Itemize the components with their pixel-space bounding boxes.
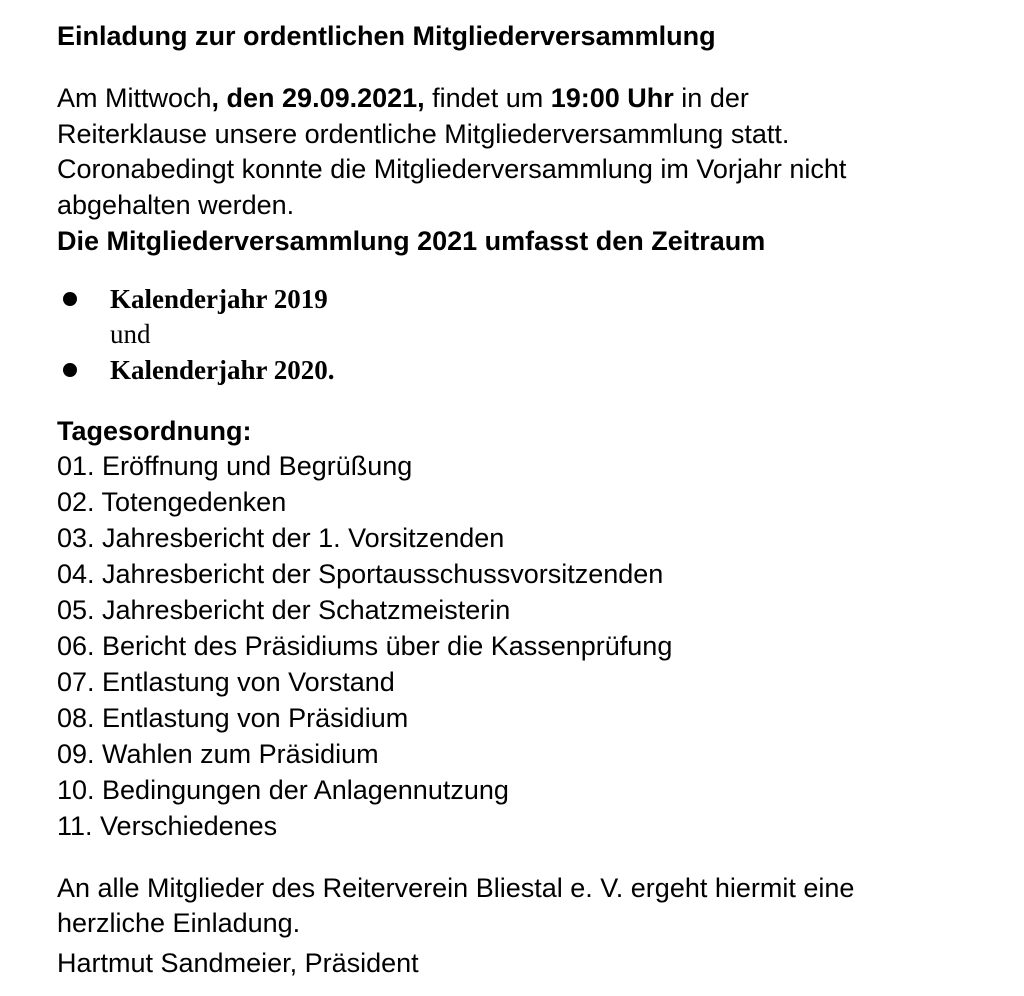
document-title: Einladung zur ordentlichen Mitgliederversammlung — [57, 21, 716, 51]
closing-line-1: An alle Mitglieder des Reiterverein Bliestal e. V. ergeht hiermit eine — [57, 873, 855, 903]
agenda-item: 07. Entlastung von Vorstand — [57, 667, 395, 697]
agenda-heading: Tagesordnung: — [57, 416, 252, 446]
period-item-2019: Kalenderjahr 2019 — [110, 284, 328, 314]
agenda-item: 04. Jahresbericht der Sportausschussvorsitzenden — [57, 559, 664, 589]
agenda-item: 03. Jahresbericht der 1. Vorsitzenden — [57, 523, 505, 553]
agenda-item: 11. Verschiedenes — [57, 811, 278, 841]
closing-line-2: herzliche Einladung. — [57, 908, 301, 938]
agenda-item: 09. Wahlen zum Präsidium — [57, 739, 379, 769]
agenda-item: 06. Bericht des Präsidiums über die Kassenprüfung — [57, 631, 673, 661]
intro-line-2: Reiterklause unsere ordentliche Mitgliederversammlung statt. — [57, 119, 790, 149]
bullet-icon — [63, 292, 77, 306]
intro-text-weekday: Am Mittwoch — [57, 83, 212, 113]
agenda-item: 08. Entlastung von Präsidium — [57, 703, 409, 733]
period-connector: und — [110, 319, 151, 349]
intro-time: 19:00 Uhr — [550, 83, 674, 113]
agenda-item: 05. Jahresbericht der Schatzmeisterin — [57, 595, 511, 625]
bullet-icon — [63, 363, 77, 377]
agenda-item: 10. Bedingungen der Anlagennutzung — [57, 775, 509, 805]
intro-line-1 — [57, 80, 749, 116]
intro-line-4: abgehalten werden. — [57, 190, 295, 220]
agenda-item: 01. Eröffnung und Begrüßung — [57, 451, 413, 481]
intro-line-3: Coronabedingt konnte die Mitgliederversammlung im Vorjahr nicht — [57, 154, 847, 184]
scope-heading: Die Mitgliederversammlung 2021 umfasst den Zeitraum — [57, 226, 766, 256]
intro-text-time-prefix: findet um — [424, 83, 551, 113]
signature: Hartmut Sandmeier, Präsident — [57, 948, 419, 978]
intro-text-location-prefix: in der — [673, 83, 749, 113]
period-item-2020: Kalenderjahr 2020. — [110, 355, 335, 385]
agenda-item: 02. Totengedenken — [57, 487, 287, 517]
intro-date: , den 29.09.2021, — [211, 83, 425, 113]
